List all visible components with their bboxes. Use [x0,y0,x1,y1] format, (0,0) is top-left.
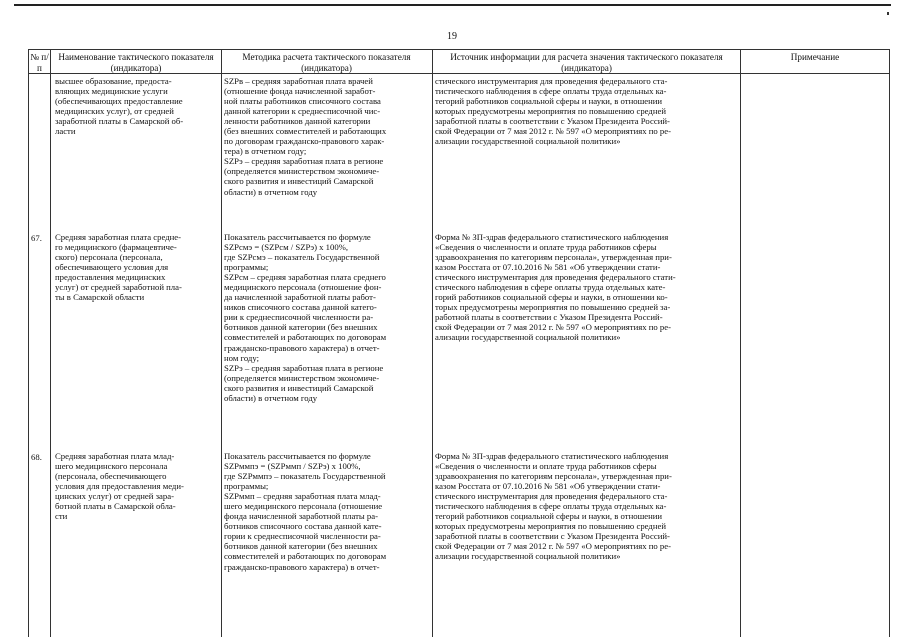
page-number: 19 [447,31,457,42]
text-line: совместителей и работающих по договорам [224,551,387,562]
text-line: здравоохранения по категориям персонала», утвержденная при- [435,252,672,263]
text-line: по договорам гражданско-правового харак- [224,136,385,147]
text-line: ном году; [224,352,259,363]
column-divider [889,49,890,637]
text-line: SZPммпэ = (SZPммп / SZPэ) x 100%, [224,461,361,472]
text-line: ников списочного состава данной катего- [224,302,377,313]
text-line: работной платы в соответствии с Указом Президента Россий- [435,312,663,323]
text-line: ленности работников данной категории [224,116,371,127]
margin-mark [887,12,889,15]
text-line: стического инструментария для проведения федерального ста- [435,76,668,86]
text-line: Показатель рассчитывается по формуле [224,451,371,461]
text-line: гражданско-правового характера) в отчет- [224,561,380,572]
indicator-name-cell [55,232,219,302]
source-cell [435,232,735,343]
text-line: сти [55,511,68,522]
text-line: ской Федерации от 7 мая 2012 г. № 597 «О мероприятиях по ре- [435,322,671,333]
text-line: ботников данной категории (без внешних [224,541,378,552]
text-line: казом Росстата от 07.10.2016 № 581 «Об утверждении стати- [435,262,661,273]
row-number: 67. [31,233,42,243]
text-line: горий работников социальной сферы и науки, в отношении ко- [435,292,668,303]
text-line: ботной платы в Самарской обла- [55,501,176,512]
text-line: гории к среднесписочной численности ра- [224,531,381,542]
indicator-name-cell [55,76,219,136]
text-line: шего медицинского персонала [55,461,168,472]
column-divider [50,49,51,637]
text-line: предоставления медицинских [55,272,166,283]
text-line: ализации государственной социальной политики» [435,136,621,147]
method-cell [224,76,429,197]
text-line: (без внешних совместителей и работающих [224,126,387,137]
indicator-name-cell [55,451,219,521]
text-line: ласти [55,126,76,137]
text-line: медицинских услуг), от средней [55,106,174,117]
text-line: ализации государственной социальной политики» [435,332,621,343]
text-line: «Сведения о численности и оплате труда работников сферы [435,242,657,253]
text-line: тегорий работников социальной сферы и науки, в отношении [435,96,663,107]
text-line: заработной платы в соответствии с Указом Президента Россий- [435,116,670,127]
text-line: тера) в отчетном году; [224,146,307,157]
text-line: (определяется министерством экономиче- [224,372,380,383]
text-line: ботников списочного состава данной кате- [224,521,382,532]
header-num: № п/п [30,52,49,73]
text-line: стического инструментария для проведения федерального стати- [435,272,676,283]
text-line: условия для предоставления меди- [55,481,184,492]
header-name: Наименование тактического показателя (индикатора) [58,52,214,73]
column-divider [221,49,222,637]
text-line: (определяется министерством экономиче- [224,166,380,177]
text-line: где SZPммпэ – показатель Государственной [224,471,386,482]
text-line: гражданско-правового характера) в отчет- [224,342,380,353]
text-line: SZPсмэ = (SZPсм / SZPэ) x 100%, [224,242,349,253]
text-line: области) в отчетном году [224,186,318,197]
text-line: которых предусмотрены мероприятия по повышению средней [435,106,666,117]
method-cell [224,232,429,403]
header-bottom-border [28,73,890,74]
text-line: услуг) от средней заработной пла- [55,282,182,293]
text-line: казом Росстата от 07.10.2016 № 581 «Об утверждении стати- [435,481,661,492]
text-line: ского развития и инвестиций Самарской [224,382,374,393]
text-line: ской Федерации от 7 мая 2012 г. № 597 «О мероприятиях по ре- [435,126,671,137]
text-line: (отношение фонда начисленной заработ- [224,86,376,97]
text-line: Показатель рассчитывается по формуле [224,232,371,242]
text-line: тистического наблюдения в сфере оплаты труда отдельных ка- [435,86,667,97]
text-line: ализации государственной социальной политики» [435,551,621,562]
text-line: Средняя заработная плата млад- [55,451,175,461]
text-line: SZPсм – средняя заработная плата среднего [224,272,386,283]
text-line: стического наблюдения в сфере оплаты труда отдельных кате- [435,282,666,293]
method-cell [224,451,429,572]
text-line: го медицинского (фармацевтиче- [55,242,177,253]
text-line: шего медицинского персонала (отношение [224,501,383,512]
header-source: Источник информации для расчета значения тактического показателя (индикатора) [450,52,723,73]
text-line: цинских услуг) от средней зара- [55,491,174,502]
text-line: данной категории к среднесписочной чис- [224,106,381,117]
text-line: торых предусмотрены мероприятия по повышению средней за- [435,302,671,313]
text-line: которых предусмотрены мероприятия по повышению средней [435,521,666,532]
text-line: стического инструментария для проведения федерального ста- [435,491,668,502]
row-number: 68. [31,452,42,462]
text-line: заработной платы в соответствии с Указом Президента Россий- [435,531,670,542]
text-line: ботников данной категории (без внешних [224,322,378,333]
top-border [14,4,891,6]
text-line: (персонала, обеспечивающего [55,471,167,482]
text-line: программы; [224,262,269,273]
text-line: Форма № ЗП-здрав федерального статистического наблюдения [435,232,669,242]
text-line: ской Федерации от 7 мая 2012 г. № 597 «О мероприятиях по ре- [435,541,671,552]
column-divider [28,49,29,637]
header-method: Методика расчета тактического показателя (индикатора) [242,52,411,73]
column-divider [740,49,741,637]
text-line: Форма № ЗП-здрав федерального статистического наблюдения [435,451,669,461]
table-top-border [28,49,890,50]
text-line: (обеспечивающих предоставление [55,96,183,107]
text-line: тегорий работников социальной сферы и науки, в отношении [435,511,663,522]
text-line: ной платы работников списочного состава [224,96,381,107]
text-line: ского) персонала (персонала, [55,252,163,263]
text-line: ты в Самарской области [55,292,145,303]
column-divider [432,49,433,637]
text-line: области) в отчетном году [224,392,318,403]
header-note: Примечание [790,52,840,62]
text-line: где SZPсмэ – показатель Государственной [224,252,380,263]
text-line: обеспечивающего условия для [55,262,169,273]
text-line: да начисленной заработной платы работ- [224,292,376,303]
text-line: высшее образование, предоста- [55,76,172,86]
text-line: фонда начисленной заработной платы ра- [224,511,379,522]
text-line: тистического наблюдения в сфере оплаты труда отдельных ка- [435,501,667,512]
text-line: программы; [224,481,269,492]
text-line: вляющих медицинские услуги [55,86,168,97]
text-line: «Сведения о численности и оплате труда работников сферы [435,461,657,472]
text-line: SZPэ – средняя заработная плата в регионе [224,362,384,373]
text-line: рии к среднесписочной численности ра- [224,312,374,323]
text-line: совместителей и работающих по договорам [224,332,387,343]
source-cell [435,451,735,562]
text-line: ского развития и инвестиций Самарской [224,176,374,187]
text-line: SZPммп – средняя заработная плата млад- [224,491,381,502]
text-line: заработной платы в Самарской об- [55,116,184,127]
text-line: здравоохранения по категориям персонала», утвержденная при- [435,471,672,482]
source-cell [435,76,735,146]
text-line: медицинского персонала (отношение фон- [224,282,382,293]
text-line: SZPэ – средняя заработная плата в регионе [224,156,384,167]
text-line: Средняя заработная плата средне- [55,232,182,242]
text-line: SZPв – средняя заработная плата врачей [224,76,373,86]
